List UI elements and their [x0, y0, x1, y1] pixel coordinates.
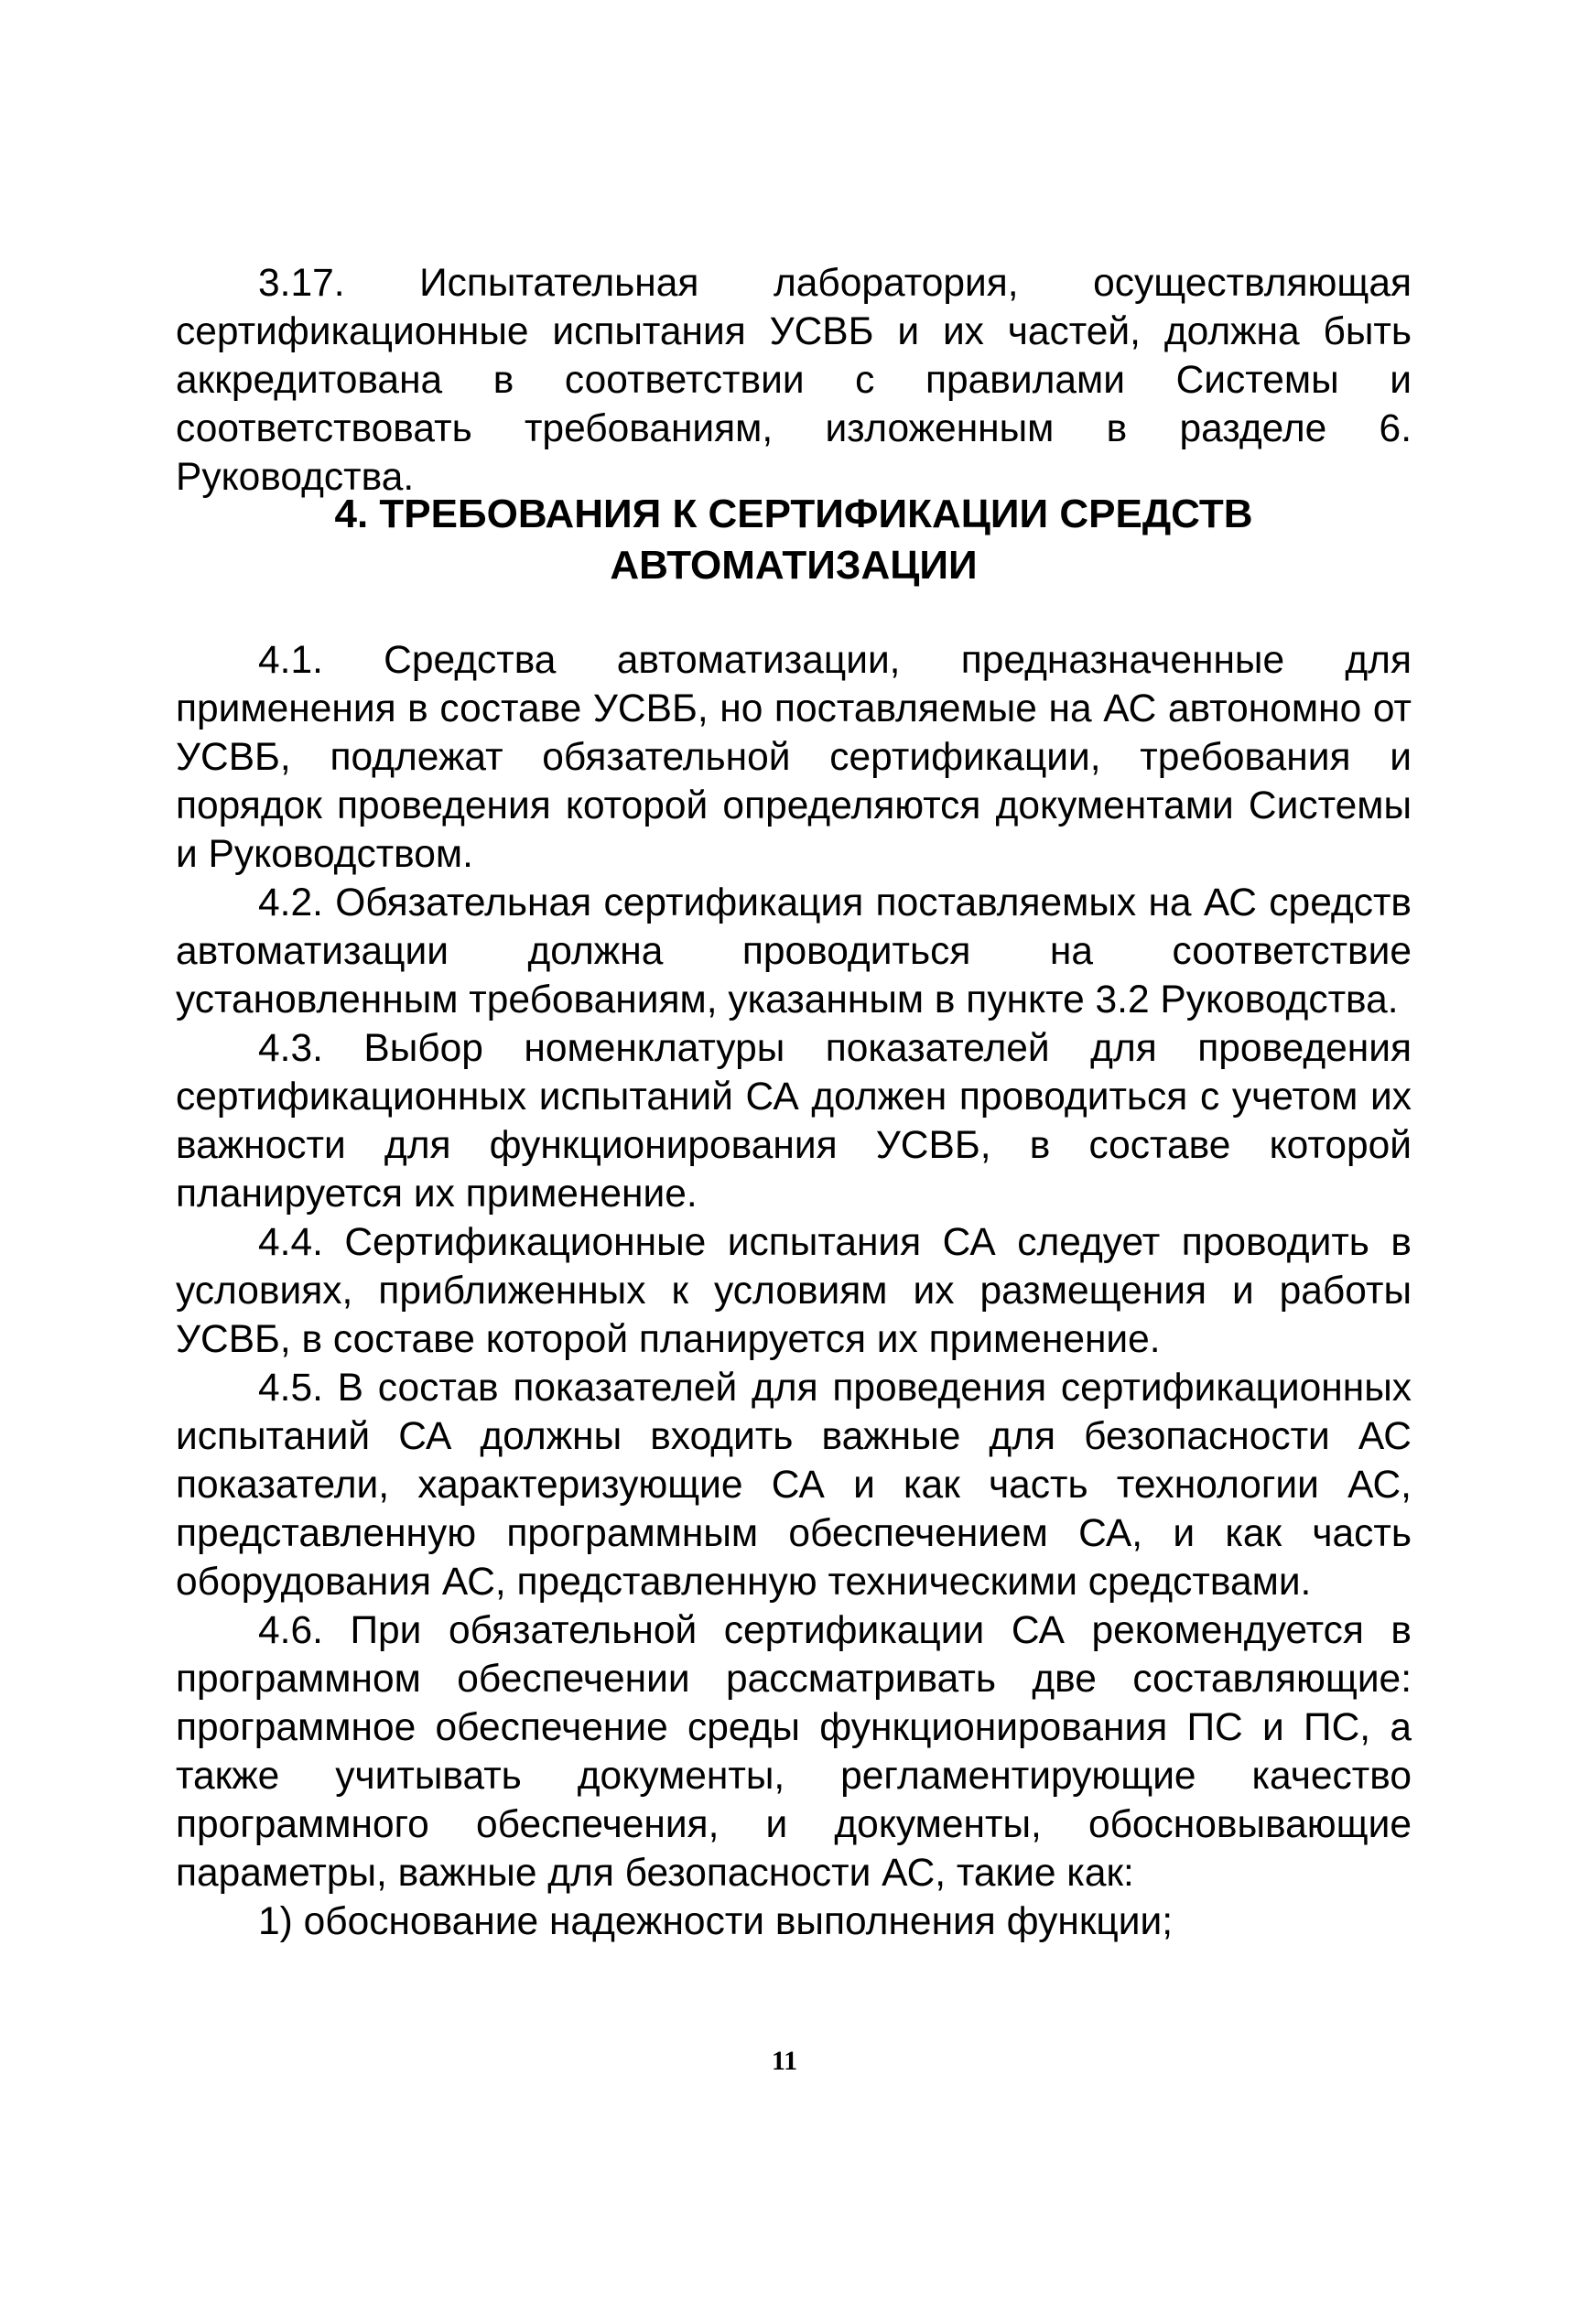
- section-4-body: [176, 636, 1412, 1946]
- paragraph-4-1: 4.1. Средства автоматизации, предназначенные для применения в составе УСВБ, но поставляемые на АС автономно от УСВБ, подлежат обязательной сертификации, требования и порядок проведения которой определяются документами Системы и Руководством.: [176, 639, 1412, 876]
- paragraph-4-4: 4.4. Сертификационные испытания СА следует проводить в условиях, приближенных к условиям их размещения и работы УСВБ, в составе которой планируется их применение.: [176, 1221, 1412, 1361]
- section-4-heading: [176, 489, 1412, 591]
- page-number: 11: [771, 2046, 798, 2076]
- paragraph-3-17: 3.17. Испытательная лаборатория, осуществляющая сертификационные испытания УСВБ и их частей, должна быть аккредитована в соответствии с правилами Системы и соответствовать требованиям, изложенным в разделе 6. Руководства.: [176, 262, 1412, 499]
- paragraph-4-5: 4.5. В состав показателей для проведения сертификационных испытаний СА должны входить важные для безопасности АС показатели, характеризующие СА и как часть технологии АС, представленную программным обеспечением СА, и как часть оборудования АС, представленную техническими средствами.: [176, 1367, 1412, 1604]
- section-4-heading-line2: АВТОМАТИЗАЦИИ: [610, 543, 978, 588]
- list-item-1: 1) обоснование надежности выполнения функции;: [258, 1900, 1174, 1943]
- section-3-block: [176, 259, 1412, 502]
- section-4-heading-line1: 4. ТРЕБОВАНИЯ К СЕРТИФИКАЦИИ СРЕДСТВ: [334, 492, 1253, 536]
- paragraph-4-6: 4.6. При обязательной сертификации СА рекомендуется в программном обеспечении рассматривать две составляющие: программное обеспечение среды функционирования ПС и ПС, а также учитывать документы, регламентирующие качество программного обеспечения, и документы, обосновывающие параметры, важные для безопасности АС, такие как:: [176, 1609, 1412, 1895]
- paragraph-4-3: 4.3. Выбор номенклатуры показателей для проведения сертификационных испытаний СА должен проводиться с учетом их важности для функционирования УСВБ, в составе которой планируется их применение.: [176, 1027, 1412, 1216]
- paragraph-4-2: 4.2. Обязательная сертификация поставляемых на АС средств автоматизации должна проводиться на соответствие установленным требованиям, указанным в пункте 3.2 Руководства.: [176, 881, 1412, 1021]
